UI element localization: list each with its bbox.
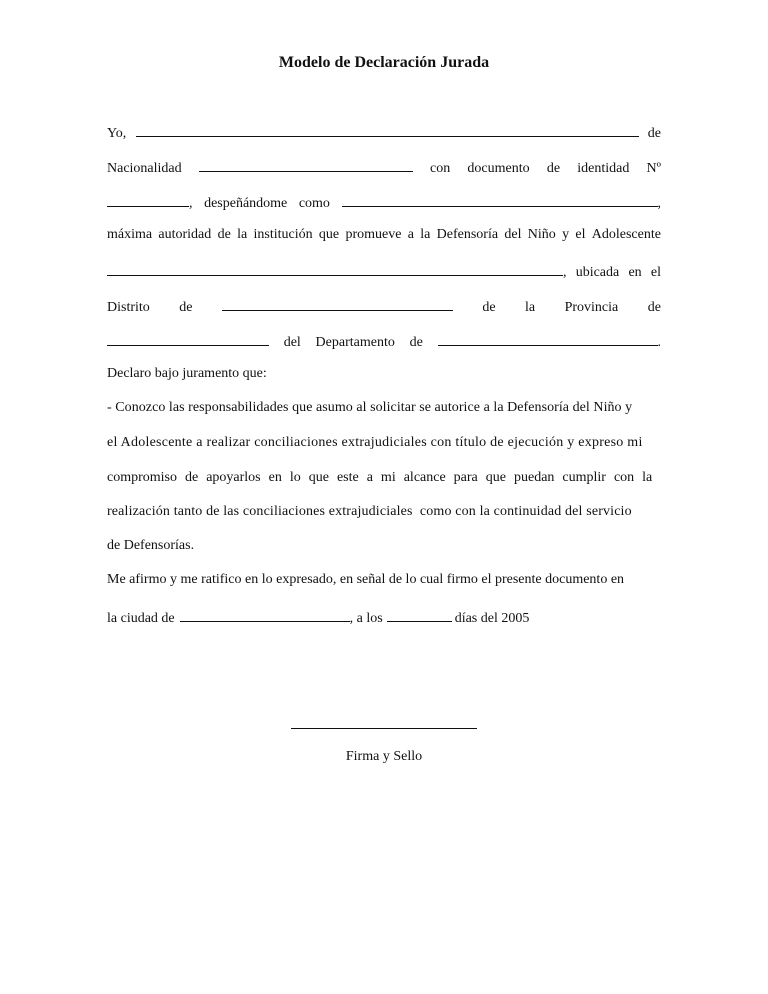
text: con	[430, 161, 451, 176]
document-title: Modelo de Declaración Jurada	[278, 54, 490, 71]
text: realización tanto de las conciliaciones extrajudiciales como con la continuidad del servicio	[107, 504, 632, 519]
form-line-district	[107, 296, 661, 316]
form-line-institution	[107, 261, 661, 281]
city-blank[interactable]	[180, 607, 350, 622]
role-blank[interactable]	[342, 192, 658, 207]
word: máxima	[107, 227, 153, 242]
signature-line[interactable]	[291, 728, 477, 729]
paragraph-line	[107, 572, 661, 592]
word: a	[407, 227, 414, 242]
text: Provincia	[564, 300, 619, 315]
signature-label: Firma y Sello	[345, 749, 423, 764]
text: de	[546, 161, 561, 176]
text: el Adolescente a realizar conciliaciones extrajudiciales con título de ejecución y expreso mi	[107, 435, 643, 450]
word: de	[217, 227, 231, 242]
text: documento	[467, 161, 530, 176]
form-line-role	[107, 192, 661, 212]
word: Defensoría	[436, 227, 499, 242]
paragraph-line	[107, 435, 661, 455]
paragraph-line	[107, 400, 661, 420]
form-line-authority	[107, 227, 661, 247]
word: promueve	[345, 227, 402, 242]
word: la	[420, 227, 431, 242]
department-blank[interactable]	[438, 331, 658, 346]
text: ubicada	[575, 265, 620, 280]
form-line-department	[107, 331, 661, 351]
text: ,	[189, 196, 193, 211]
word: Niño	[527, 227, 556, 242]
text: de Defensorías.	[107, 538, 195, 553]
paragraph-line	[107, 538, 661, 558]
institution-blank[interactable]	[107, 261, 563, 276]
text: de	[647, 300, 661, 315]
text: Distrito	[107, 300, 150, 315]
text: .	[657, 335, 661, 350]
text: ,	[657, 196, 661, 211]
label-yo: Yo,	[107, 126, 127, 141]
paragraph-line	[107, 470, 661, 490]
form-line-city	[107, 607, 661, 627]
text: el	[650, 265, 661, 280]
text: del	[283, 335, 301, 350]
text: la ciudad de	[107, 611, 175, 626]
word: el	[575, 227, 586, 242]
text: la	[525, 300, 536, 315]
days-blank[interactable]	[387, 607, 452, 622]
district-blank[interactable]	[222, 296, 453, 311]
word: autoridad	[158, 227, 212, 242]
text: días del 2005	[454, 611, 530, 626]
word: que	[318, 227, 340, 242]
declaro-line	[107, 366, 661, 386]
text: ,	[563, 265, 567, 280]
text: compromiso de apoyarlos en lo que este a mi alcance para que puedan cumplir con la	[107, 470, 653, 485]
text: despeñándome	[204, 196, 288, 211]
text: de	[482, 300, 496, 315]
text: como	[298, 196, 330, 211]
text: , a los	[349, 611, 383, 626]
text: Declaro bajo juramento que:	[107, 366, 267, 381]
id-number-blank[interactable]	[107, 192, 189, 207]
text: de	[409, 335, 423, 350]
text: de	[179, 300, 193, 315]
word: del	[504, 227, 522, 242]
text: de	[647, 126, 661, 141]
name-blank[interactable]	[136, 122, 639, 137]
label-nacionalidad: Nacionalidad	[107, 161, 182, 176]
word: institución	[253, 227, 313, 242]
text: - Conozco las responsabilidades que asumo al solicitar se autorice a la Defensoría del Niño y	[107, 400, 633, 415]
text: Nº	[646, 161, 661, 176]
form-line-name	[107, 122, 661, 142]
form-line-nationality	[107, 157, 661, 177]
text: Departamento	[315, 335, 395, 350]
text: Me afirmo y me ratifico en lo expresado, en señal de lo cual firmo el presente documento en	[107, 572, 625, 587]
paragraph-line	[107, 504, 661, 524]
word: y	[562, 227, 570, 242]
word: la	[237, 227, 248, 242]
text: identidad	[577, 161, 630, 176]
word: Adolescente	[591, 227, 661, 242]
text: en	[628, 265, 642, 280]
nationality-blank[interactable]	[199, 157, 413, 172]
province-blank[interactable]	[107, 331, 269, 346]
